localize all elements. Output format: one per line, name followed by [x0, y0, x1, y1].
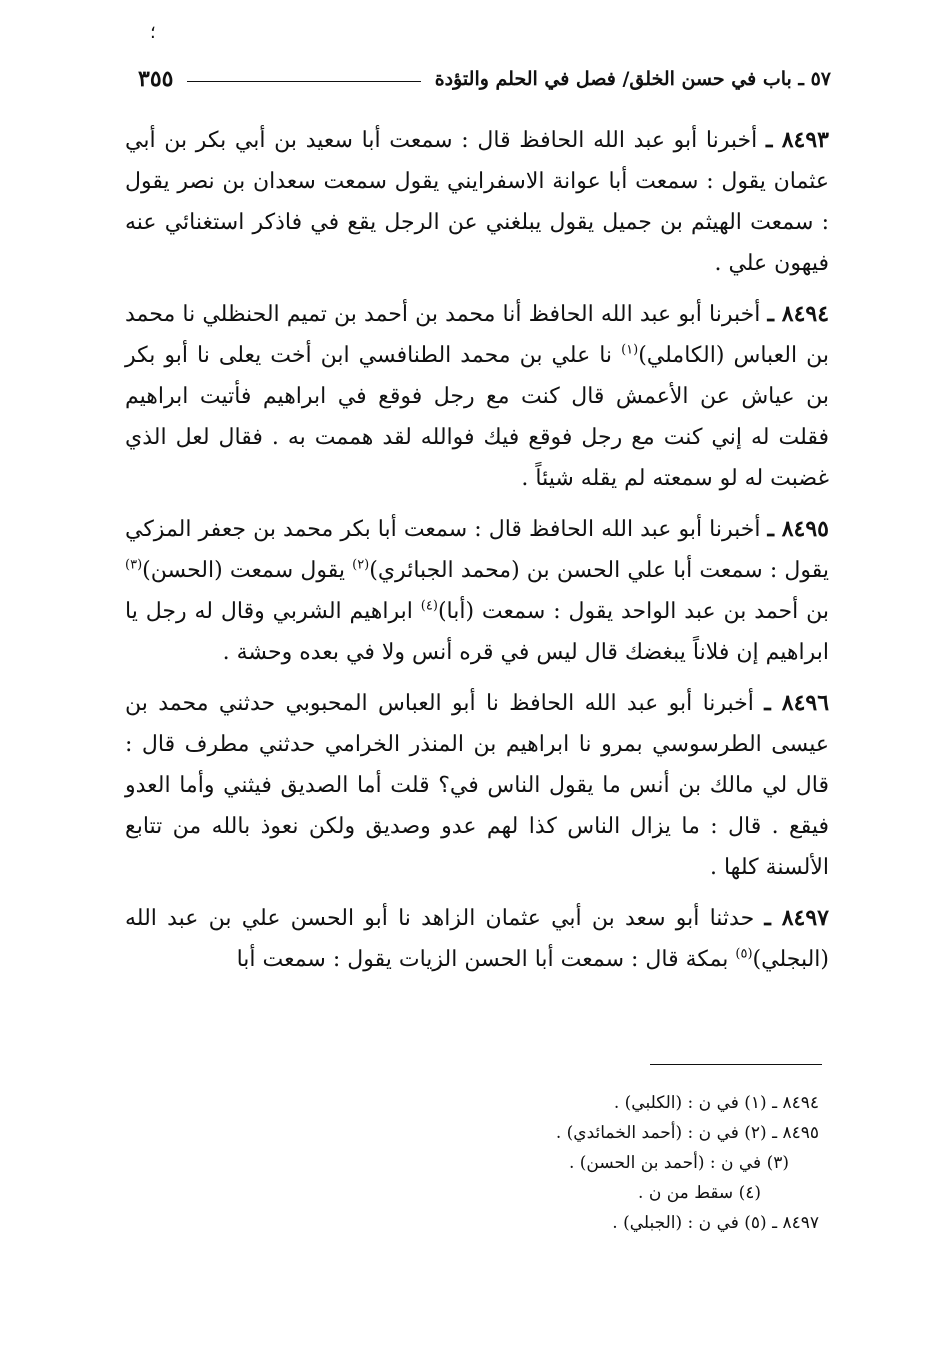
hadith-8495 [125, 509, 829, 673]
footnote-ref: (٢) [352, 557, 370, 573]
header-rule [187, 81, 420, 82]
footnote-ref: (٣) [125, 557, 143, 573]
running-header [138, 62, 831, 96]
footnote-ref: (٥) [735, 946, 753, 962]
footnote-ref: (١) [621, 342, 639, 358]
hadith-8496 [125, 683, 829, 888]
footnote: (٣) في ن : (أحمد بن الحسن) . [568, 1153, 789, 1173]
hadith-text: نا علي بن محمد الطنافسي ابن أخت يعلى نا أبو بكر بن عياش عن الأعمش قال كنت مع رجل فوقع في ابراهيم فأتيت ابراهيم فقلت له إني كنت مع رجل فوقع فيك فوالله لقد هممت به . فقال لعل الذي غضبت له لو سمعته لم يقله شيئاً . [125, 343, 829, 491]
hadith-number: ٨٤٩٣ ـ [765, 127, 829, 153]
hadith-number: ٨٤٩٦ ـ [764, 690, 830, 716]
footnote-ref: (٤) [420, 598, 438, 614]
hadith-text: بمكة قال : سمعت أبا الحسن الزيات يقول : سمعت أبا [236, 947, 736, 972]
hadith-text: أخبرنا أبو عبد الله الحافظ أنا محمد بن أحمد بن تميم الحنظلي نا محمد بن العباس (الكاملي) [125, 302, 829, 368]
footnote: (٤) سقط من ن . [638, 1183, 761, 1203]
hadith-text: بن أحمد بن عبد الواحد يقول : سمعت (أبا) [437, 599, 830, 624]
chapter-title: ٥٧ ـ باب في حسن الخلق/ فصل في الحلم والتؤدة [434, 68, 831, 90]
footnotes [380, 1088, 819, 1238]
footnote: ٨٤٩٤ ـ (١) في ن : (الكلبي) . [613, 1093, 819, 1113]
hadith-number: ٨٤٩٥ ـ [767, 516, 829, 542]
hadith-number: ٨٤٩٤ ـ [767, 301, 830, 327]
corner-mark: ؛ [150, 22, 156, 43]
hadith-text: أخبرنا أبو عبد الله الحافظ قال : سمعت أبا سعيد بن أبي بكر بن أبي عثمان يقول : سمعت أبا عوانة الاسفرايني يقول سمعت سعدان بن نصر يقول : سمعت الهيثم بن جميل يقول يبلغني عن الرجل يقع في فاذكر استغنائي عنه فيهون علي . [125, 128, 829, 276]
hadith-text: حدثنا أبو سعد بن أبي عثمان الزاهد نا أبو الحسن علي بن عبد الله (البجلي) [125, 906, 829, 972]
footnote: ٨٤٩٧ ـ (٥) في ن : (الجبلي) . [612, 1213, 819, 1233]
page-number: ٣٥٥ [138, 66, 174, 92]
hadith-text: أخبرنا أبو عبد الله الحافظ قال : سمعت أبا بكر محمد بن جعفر المزكي يقول : سمعت أبا علي الحسن بن (محمد الجبائري) [125, 517, 829, 583]
hadith-text: أخبرنا أبو عبد الله الحافظ نا أبو العباس المحبوبي حدثني محمد بن عيسى الطرسوسي بمرو نا ابراهيم بن المنذر الخرامي حدثني مطرف قال : قال لي مالك بن أنس ما يقول الناس في؟ قلت أما الصديق فيثني وأما العدو فيقع . قال : ما يزال الناس كذا لهم عدو وصديق ولكن نعوذ بالله من تتابع الألسنة كلها . [125, 691, 829, 880]
main-text [125, 120, 829, 990]
footnote-divider [650, 1064, 822, 1065]
hadith-8497 [125, 898, 829, 980]
hadith-8493 [125, 120, 829, 284]
hadith-8494 [125, 294, 829, 499]
hadith-number: ٨٤٩٧ ـ [764, 905, 829, 931]
footnote: ٨٤٩٥ ـ (٢) في ن : (أحمد الخمائدي) . [555, 1123, 819, 1143]
hadith-text: يقول سمعت (الحسن) [142, 558, 353, 583]
hadith-text: ابراهيم الشربي وقال له رجل يا ابراهيم إن فلاناً يبغضك قال ليس في قره أنس ولا في بعده وحشة . [125, 599, 829, 665]
